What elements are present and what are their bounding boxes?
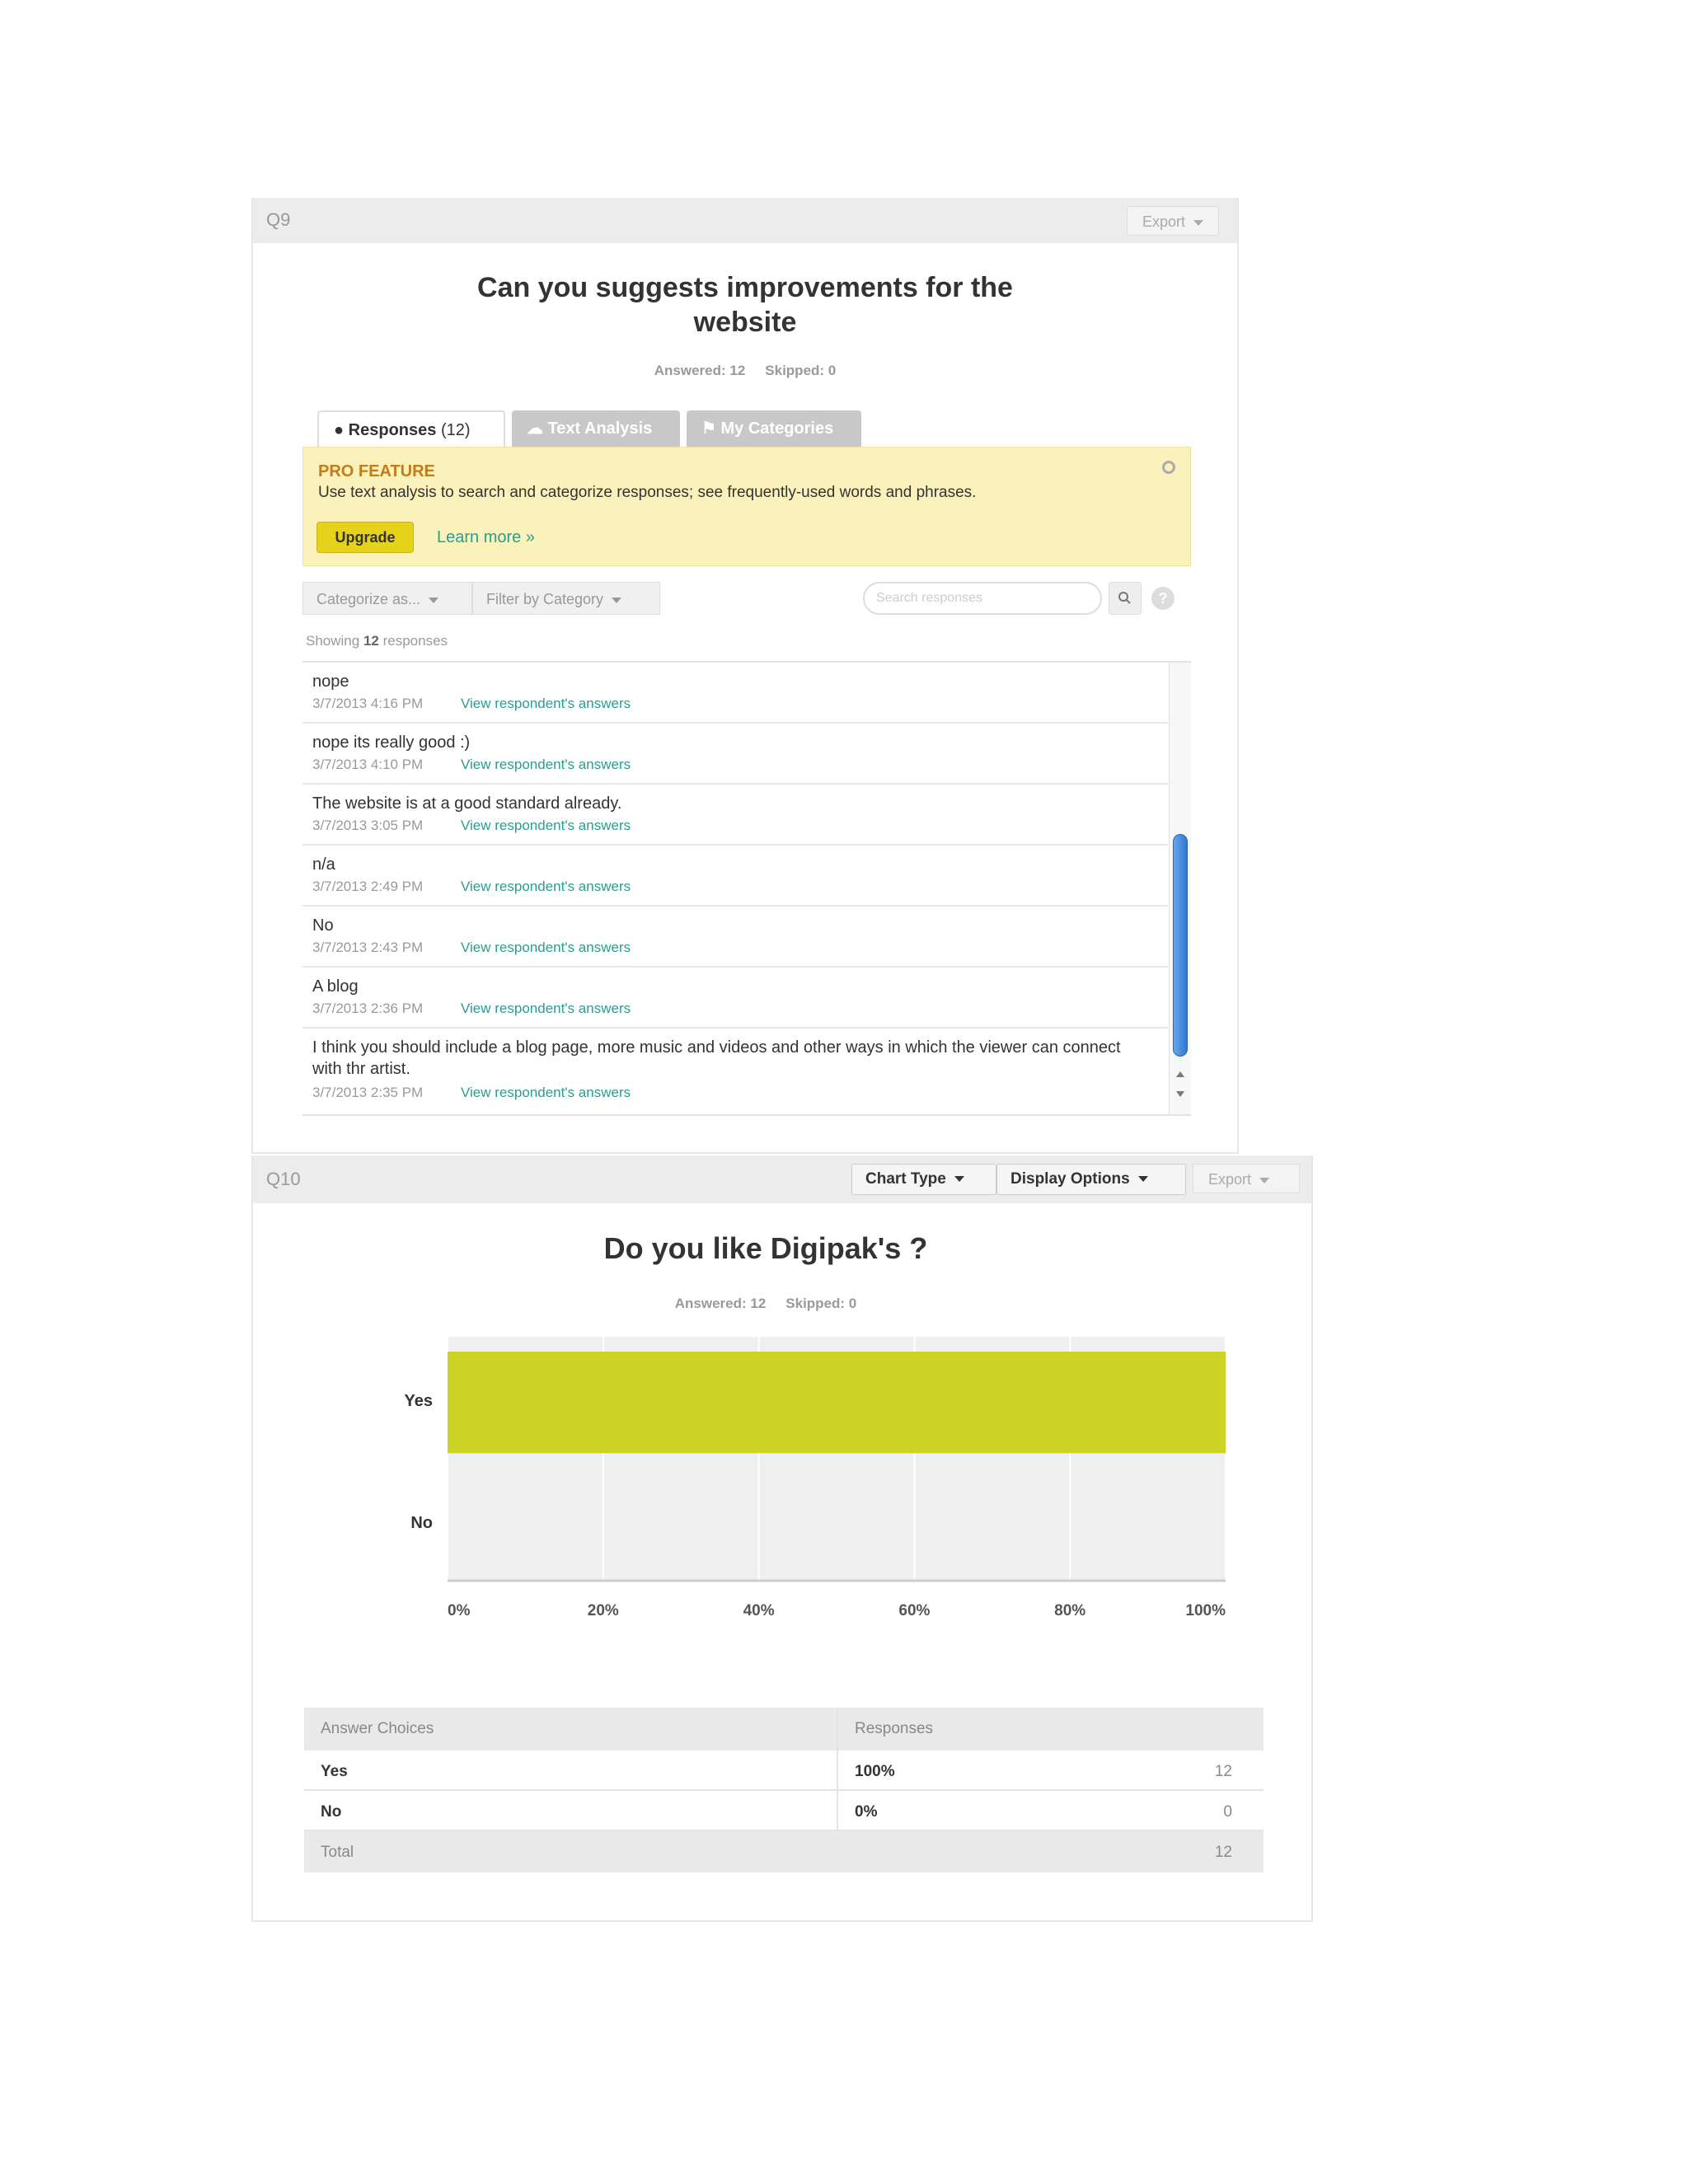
response-row — [302, 1029, 1168, 1114]
q10-bar-chart — [302, 1337, 1226, 1666]
q9-skipped: Skipped: 0 — [765, 363, 837, 378]
comment-icon: ● — [334, 421, 345, 439]
response-row — [302, 907, 1168, 968]
response-row — [302, 846, 1168, 907]
search-icon — [1109, 583, 1141, 614]
q9-number: Q9 — [266, 209, 291, 230]
response-text: I think you should include a blog page, more music and videos and other ways in which the viewer can connect with thr artist. — [312, 1038, 1121, 1078]
chevron-down-icon — [1193, 220, 1203, 226]
chevron-down-icon — [612, 598, 621, 603]
header-responses: Responses — [855, 1720, 934, 1737]
q10-export-button[interactable] — [1193, 1164, 1300, 1193]
cloud-icon: ☁ — [527, 419, 543, 438]
search-placeholder: Search responses — [876, 591, 982, 605]
x-tick-label: 80% — [1054, 1602, 1086, 1619]
q9-title-line2: website — [693, 307, 797, 338]
close-icon[interactable] — [1162, 461, 1175, 474]
response-text: No — [312, 916, 334, 935]
header-answer-choices: Answer Choices — [321, 1720, 434, 1737]
scroll-down-icon[interactable] — [1176, 1091, 1184, 1097]
q9-title-line1: Can you suggests improvements for the — [477, 272, 1013, 303]
q9-panel — [251, 198, 1239, 1154]
table-header — [304, 1708, 1264, 1750]
table-row — [304, 1750, 1264, 1791]
q9-export-label: Export — [1142, 213, 1185, 230]
scroll-up-icon[interactable] — [1176, 1071, 1184, 1077]
y-category-label: No — [410, 1514, 433, 1532]
help-icon[interactable]: ? — [1151, 587, 1175, 610]
x-tick-label: 40% — [743, 1602, 775, 1619]
view-respondent-link[interactable]: View respondent's answers — [461, 1085, 631, 1100]
view-respondent-link[interactable]: View respondent's answers — [461, 757, 631, 772]
learn-more-link[interactable]: Learn more » — [437, 528, 535, 546]
chart-bar-yes[interactable] — [448, 1352, 1226, 1453]
q10-answered: Answered: 12 — [674, 1296, 767, 1311]
column-divider — [837, 1708, 838, 1750]
response-date: 3/7/2013 2:35 PM — [312, 1085, 424, 1100]
search-responses-input[interactable] — [863, 582, 1102, 615]
response-date: 3/7/2013 4:10 PM — [312, 757, 424, 772]
q10-export-label: Export — [1208, 1171, 1252, 1188]
chevron-down-icon — [954, 1176, 964, 1182]
tab-responses-label: Responses — [348, 421, 437, 439]
pro-feature-title: PRO FEATURE — [318, 462, 435, 480]
view-respondent-link[interactable]: View respondent's answers — [461, 879, 631, 894]
total-label: Total — [321, 1844, 354, 1861]
table-row — [304, 1791, 1264, 1831]
q10-title: Do you like Digipak's ? — [603, 1231, 928, 1265]
showing-prefix: Showing — [306, 633, 360, 649]
q9-meta — [253, 363, 1237, 379]
q10-header-bar — [253, 1155, 1311, 1203]
response-text: A blog — [312, 977, 359, 996]
q9-filter-bar — [302, 579, 1191, 620]
q9-title — [253, 270, 1237, 340]
response-text: The website is at a good standard already. — [312, 794, 622, 813]
pro-feature-text: Use text analysis to search and categorize responses; see frequently-used words and phrases. — [318, 484, 977, 501]
row-count: 0 — [1223, 1803, 1232, 1821]
column-divider — [837, 1750, 838, 1789]
display-options-label: Display Options — [1010, 1170, 1130, 1188]
tab-responses[interactable] — [317, 410, 505, 448]
chart-type-button[interactable] — [851, 1164, 996, 1195]
categorize-as-label: Categorize as... — [316, 591, 421, 607]
tab-my-categories-label: My Categories — [720, 419, 834, 438]
row-percent: 100% — [855, 1763, 895, 1780]
filter-by-category-dropdown[interactable] — [472, 582, 660, 615]
response-date: 3/7/2013 2:43 PM — [312, 940, 424, 955]
row-choice: Yes — [321, 1763, 348, 1780]
x-tick-label: 100% — [1185, 1602, 1226, 1619]
response-text: nope — [312, 673, 349, 691]
y-category-label: Yes — [404, 1392, 433, 1410]
tab-responses-count: (12) — [440, 421, 471, 439]
search-button[interactable] — [1109, 582, 1142, 615]
response-date: 3/7/2013 4:16 PM — [312, 696, 424, 711]
x-tick-label: 60% — [898, 1602, 931, 1619]
filter-by-category-label: Filter by Category — [486, 591, 604, 607]
tab-text-analysis-label: Text Analysis — [547, 419, 653, 438]
x-tick-label: 20% — [587, 1602, 619, 1619]
tag-icon: ⚑ — [701, 419, 716, 438]
q10-skipped: Skipped: 0 — [785, 1296, 857, 1311]
upgrade-button[interactable]: Upgrade — [316, 522, 414, 553]
row-choice: No — [321, 1803, 342, 1821]
chevron-down-icon — [429, 598, 438, 603]
response-date: 3/7/2013 2:36 PM — [312, 1001, 424, 1016]
q10-meta — [253, 1296, 1311, 1312]
pro-feature-banner — [302, 447, 1191, 566]
responses-scrollbar[interactable] — [1169, 663, 1191, 1114]
q9-answered: Answered: 12 — [654, 363, 746, 378]
showing-count — [306, 633, 448, 649]
response-row — [302, 968, 1168, 1029]
q9-export-button[interactable] — [1127, 206, 1219, 236]
response-row — [302, 663, 1168, 724]
view-respondent-link[interactable]: View respondent's answers — [461, 1001, 631, 1016]
showing-suffix: responses — [382, 633, 448, 649]
showing-number: 12 — [363, 633, 379, 649]
response-text: n/a — [312, 855, 335, 874]
tab-text-analysis[interactable] — [512, 410, 680, 448]
chart-type-label: Chart Type — [865, 1170, 946, 1188]
q10-number: Q10 — [266, 1169, 301, 1189]
categorize-as-dropdown[interactable] — [302, 582, 472, 615]
display-options-button[interactable] — [996, 1164, 1186, 1195]
view-respondent-link[interactable]: View respondent's answers — [461, 940, 631, 955]
row-count: 12 — [1214, 1763, 1232, 1780]
q9-header-bar — [253, 198, 1237, 243]
response-row — [302, 785, 1168, 846]
view-respondent-link[interactable]: View respondent's answers — [461, 818, 631, 833]
response-row — [302, 724, 1168, 785]
table-total-row — [304, 1831, 1264, 1872]
tab-my-categories[interactable] — [687, 410, 861, 448]
response-date: 3/7/2013 3:05 PM — [312, 818, 424, 833]
row-percent: 0% — [855, 1803, 878, 1821]
scrollbar-thumb[interactable] — [1173, 834, 1188, 1057]
response-date: 3/7/2013 2:49 PM — [312, 879, 424, 894]
chart-bars — [448, 1352, 1226, 1453]
chart-x-labels — [448, 1602, 1226, 1619]
chevron-down-icon — [1259, 1178, 1269, 1183]
responses-list — [302, 661, 1191, 1116]
total-count: 12 — [1214, 1844, 1232, 1861]
x-tick-label: 0% — [448, 1602, 471, 1619]
column-divider — [837, 1791, 838, 1830]
chevron-down-icon — [1138, 1176, 1148, 1182]
response-text: nope its really good :) — [312, 733, 471, 752]
q10-panel — [251, 1155, 1313, 1922]
chart-y-labels — [405, 1392, 433, 1532]
view-respondent-link[interactable]: View respondent's answers — [461, 696, 631, 711]
